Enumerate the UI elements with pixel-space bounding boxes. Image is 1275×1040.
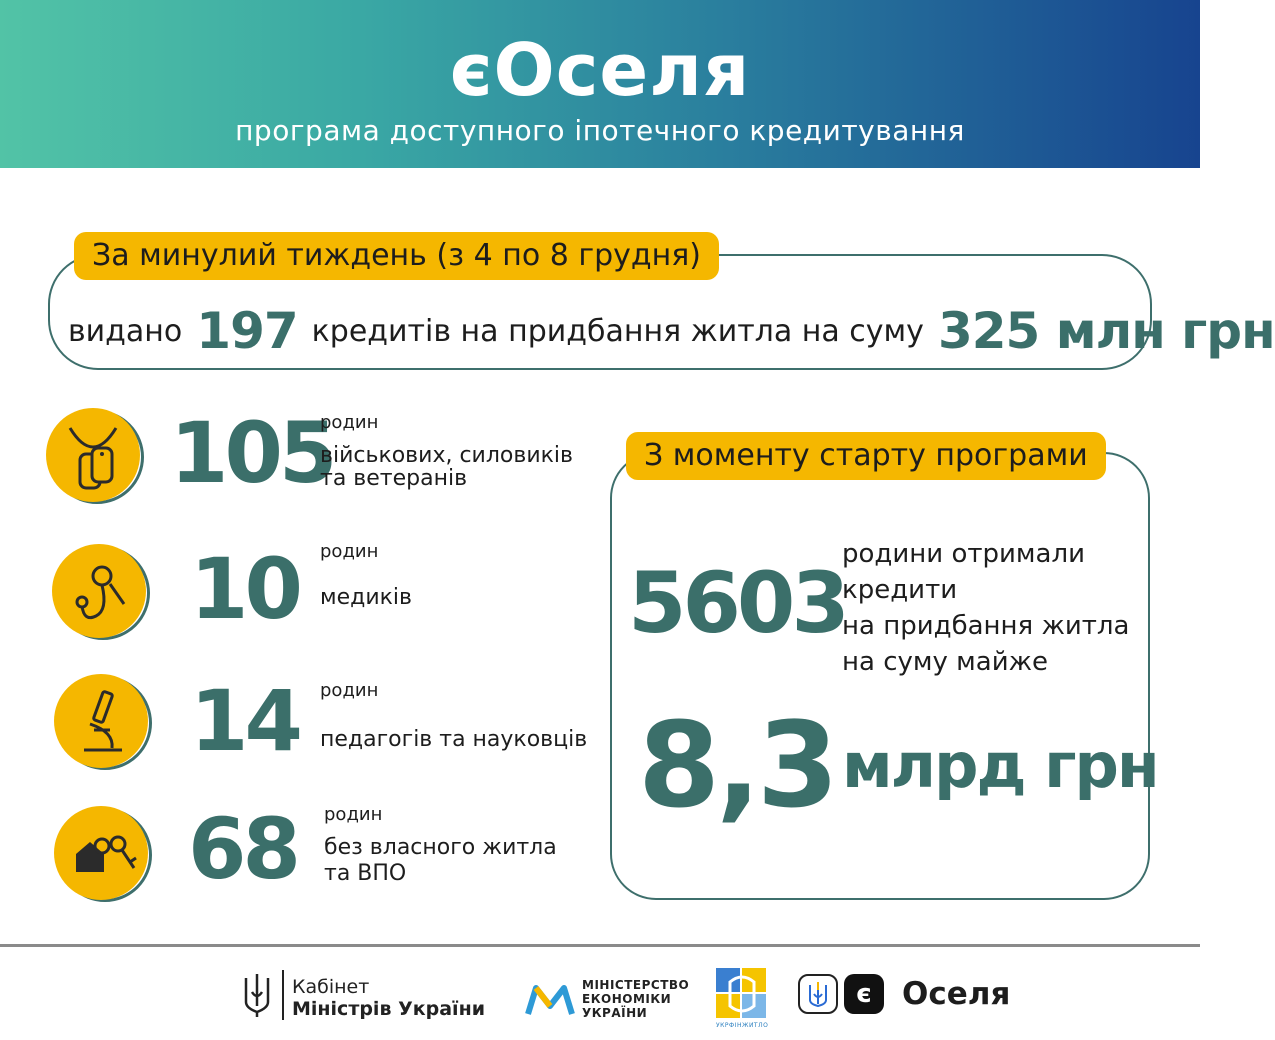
stat-label-2: та ВПО xyxy=(324,861,407,886)
week-prefix: видано xyxy=(68,313,183,349)
trident-badge-icon xyxy=(798,974,838,1014)
ministry-m-icon xyxy=(526,980,574,1018)
total-description xyxy=(842,536,1129,680)
total-line: кредити xyxy=(842,575,958,605)
week-middle-text: кредитів на придбання житла на суму xyxy=(311,313,924,349)
trident-icon xyxy=(242,972,272,1018)
week-count: 197 xyxy=(196,302,298,360)
stat-number: 105 xyxy=(170,404,334,502)
total-amount: 8,3 xyxy=(638,696,836,834)
ministry-line-1: МІНІСТЕРСТВО xyxy=(582,978,690,992)
footer-divider xyxy=(0,944,1200,947)
ministry-line-3: УКРАЇНИ xyxy=(582,1006,648,1020)
stat-label: педагогів та науковців xyxy=(320,727,588,752)
total-line: родини отримали xyxy=(842,539,1085,569)
week-summary-line xyxy=(68,296,1275,366)
header-banner xyxy=(0,0,1200,168)
total-line: на придбання житла xyxy=(842,611,1130,641)
page-subtitle: програма доступного іпотечного кредитування xyxy=(235,114,965,147)
ukrfinzhytlo-logo-icon xyxy=(716,968,768,1020)
page-title: єОселя xyxy=(449,28,751,112)
week-pill: За минулий тиждень (з 4 по 8 грудня) xyxy=(74,232,719,280)
total-pill: З моменту старту програми xyxy=(626,432,1106,480)
total-amount-unit: млрд грн xyxy=(842,729,1158,802)
kmu-logo xyxy=(292,976,485,1020)
ukrfinzhytlo-caption: УКРФІНЖИТЛО xyxy=(716,1022,769,1029)
stat-label: медиків xyxy=(320,585,413,610)
stat-unit: родин xyxy=(320,412,379,433)
ministry-logo xyxy=(582,978,689,1020)
eoselia-e-icon: є xyxy=(844,974,884,1014)
stat-unit: родин xyxy=(320,680,379,701)
stat-label-2: та ветеранів xyxy=(320,466,468,491)
stat-label: без власного житла xyxy=(324,835,557,860)
stat-unit: родин xyxy=(320,541,379,562)
microscope-icon xyxy=(54,674,148,768)
week-amount: 325 млн грн xyxy=(937,302,1275,360)
total-families-number: 5603 xyxy=(628,554,846,652)
stat-number: 68 xyxy=(188,800,297,898)
dog-tags-icon xyxy=(46,408,140,502)
ministry-line-2: ЕКОНОМІКИ xyxy=(582,992,672,1006)
kmu-line-2: Міністрів України xyxy=(292,998,486,1020)
total-line: на суму майже xyxy=(842,647,1049,677)
stat-number: 10 xyxy=(190,540,299,638)
kmu-logo-separator xyxy=(282,970,284,1020)
stethoscope-icon xyxy=(52,544,146,638)
stat-number: 14 xyxy=(190,672,299,770)
kmu-line-1: Кабінет xyxy=(292,976,370,998)
eoselia-logo-text: Оселя xyxy=(902,976,1011,1012)
stat-unit: родин xyxy=(324,804,383,825)
house-keys-icon xyxy=(54,806,148,900)
stat-label: військових, силовиків xyxy=(320,443,573,468)
